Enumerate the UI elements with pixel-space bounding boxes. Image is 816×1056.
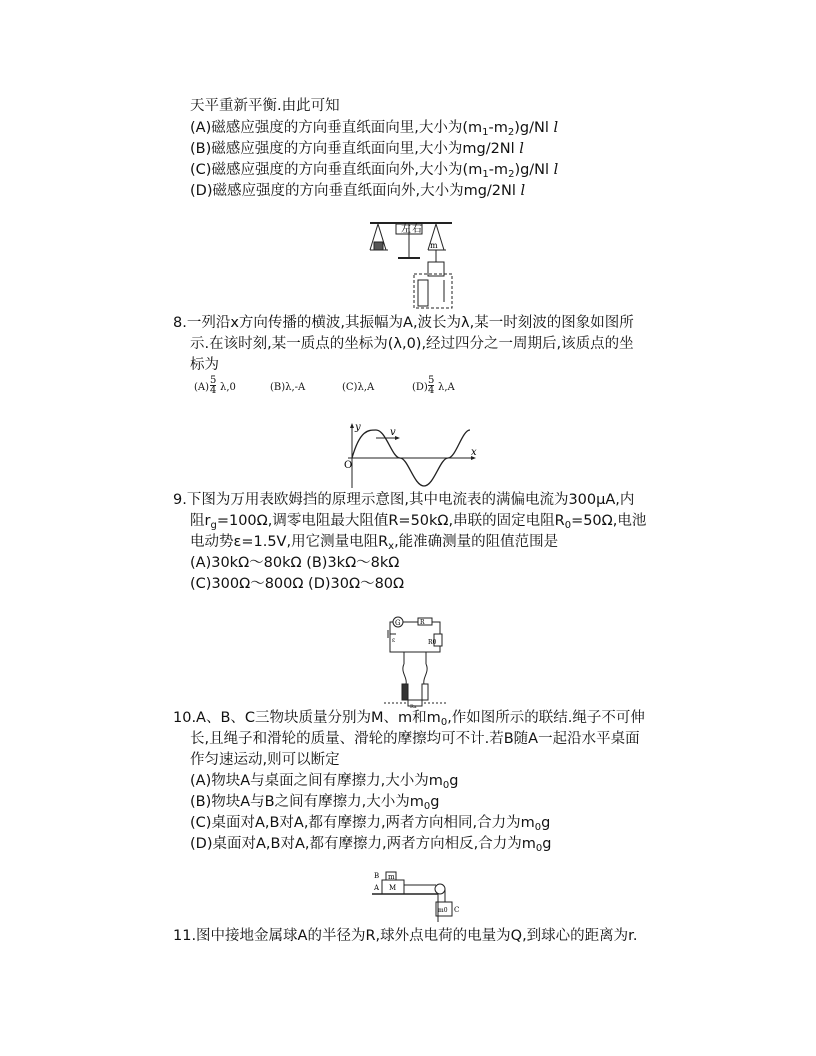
balance-figure xyxy=(368,218,454,312)
wave-y-label: y xyxy=(355,422,361,433)
q7-option-c: (C)磁感应强度的方向垂直纸面向外,大小为$(m_1-m_2)g/Nl$ l xyxy=(190,162,559,180)
q10-option-a: (A)物块A与桌面之间有摩擦力,大小为$m_0g$ xyxy=(190,773,459,791)
q8-option-a-frac: 5 4 xyxy=(210,375,217,396)
q8-line-1: 8.一列沿x方向传播的横波,其振幅为A,波长为λ,某一时刻波的图象如图所 xyxy=(173,315,634,331)
wave-x-label: x xyxy=(471,447,477,458)
q8-line-3: 标为 xyxy=(190,357,219,373)
q10-option-d: (D)桌面对A,B对A,都有摩擦力,两者方向相反,合力为$m_0g$ xyxy=(190,836,552,854)
ohmmeter-rx-label: Rx xyxy=(410,704,417,708)
pulley-mm-label: M xyxy=(389,884,397,892)
q8-options xyxy=(194,376,494,402)
q8-option-d-label: (D) xyxy=(412,382,428,393)
wave-origin-label: O xyxy=(344,460,353,471)
q11-line-1: 11.图中接地金属球A的半径为R,球外点电荷的电量为Q,到球心的距离为r. xyxy=(173,928,638,944)
ohmmeter-figure xyxy=(380,612,448,708)
q7-option-a: (A)磁感应强度的方向垂直纸面向里,大小为$(m_1-m_2)g/Nl$ l xyxy=(190,120,559,138)
q9-line-1: 9.下图为万用表欧姆挡的原理示意图,其中电流表的满偏电流为300μA,内 xyxy=(173,492,635,508)
q7-option-d: (D)磁感应强度的方向垂直纸面向外,大小为mg/2Nl l xyxy=(190,183,526,199)
balance-label-right: 右 xyxy=(412,224,422,235)
q10-option-b: (B)物块A与B之间有摩擦力,大小为$m_0g$ xyxy=(190,794,440,812)
q7-option-b: (B)磁感应强度的方向垂直纸面向里,大小为mg/2Nl l xyxy=(190,141,524,157)
wave-v-label: v xyxy=(390,427,396,438)
pulley-m0-label: m0 xyxy=(438,907,448,914)
q10-line-2: 长,且绳子和滑轮的质量、滑轮的摩擦均可不计.若B随A一起沿水平桌面 xyxy=(190,731,640,747)
q8-option-a-value: λ,0 xyxy=(220,382,236,393)
q10-line-3: 作匀速运动,则可以断定 xyxy=(190,752,340,768)
q8-option-b: (B)λ,-A xyxy=(270,382,306,393)
q8-option-d-value: λ,A xyxy=(438,382,455,393)
q10-line-1: 10.A、B、C三物块质量分别为M、m和$m_0$,作如图所示的联结.绳子不可伸 xyxy=(173,710,645,728)
q9-line-2: 阻$r_g=100\Omega$,调零电阻最大阻值R=50kΩ,串联的固定电阻$R_0=50\Omega$,电池 xyxy=(190,513,647,531)
wave-graph xyxy=(342,422,478,490)
q9-options-cd: (C)300Ω～800Ω (D)30Ω～80Ω xyxy=(190,576,405,592)
balance-label-left: 左 xyxy=(401,224,411,235)
q9-options-ab: (A)30kΩ～80kΩ (B)3kΩ～8kΩ xyxy=(190,555,400,571)
ohmmeter-e-label: ε xyxy=(392,637,396,644)
pulley-a-label: A xyxy=(374,884,380,892)
q8-option-a-label: (A) xyxy=(194,382,210,393)
ohmmeter-r0-label: R0 xyxy=(428,639,437,646)
balance-label-m: m xyxy=(430,241,438,250)
q7-lead: 天平重新平衡.由此可知 xyxy=(190,98,340,114)
ohmmeter-r-label: R xyxy=(420,619,425,626)
q10-option-c: (C)桌面对A,B对A,都有摩擦力,两者方向相同,合力为$m_0g$ xyxy=(190,815,551,833)
pulley-c-label: C xyxy=(454,906,460,914)
q8-option-c: (C)λ,A xyxy=(342,382,375,393)
q9-line-3: 电动势ε=1.5V,用它测量电阻$R_x$,能准确测量的阻值范围是 xyxy=(190,534,559,552)
ohmmeter-g-label: G xyxy=(395,619,401,627)
pulley-figure xyxy=(368,868,464,924)
pulley-m-label: m xyxy=(388,873,395,881)
q8-line-2: 示.在该时刻,某一质点的坐标为(λ,0),经过四分之一周期后,该质点的坐 xyxy=(190,336,634,352)
q8-option-d-frac: 5 4 xyxy=(428,375,435,396)
pulley-b-label: B xyxy=(374,872,380,880)
